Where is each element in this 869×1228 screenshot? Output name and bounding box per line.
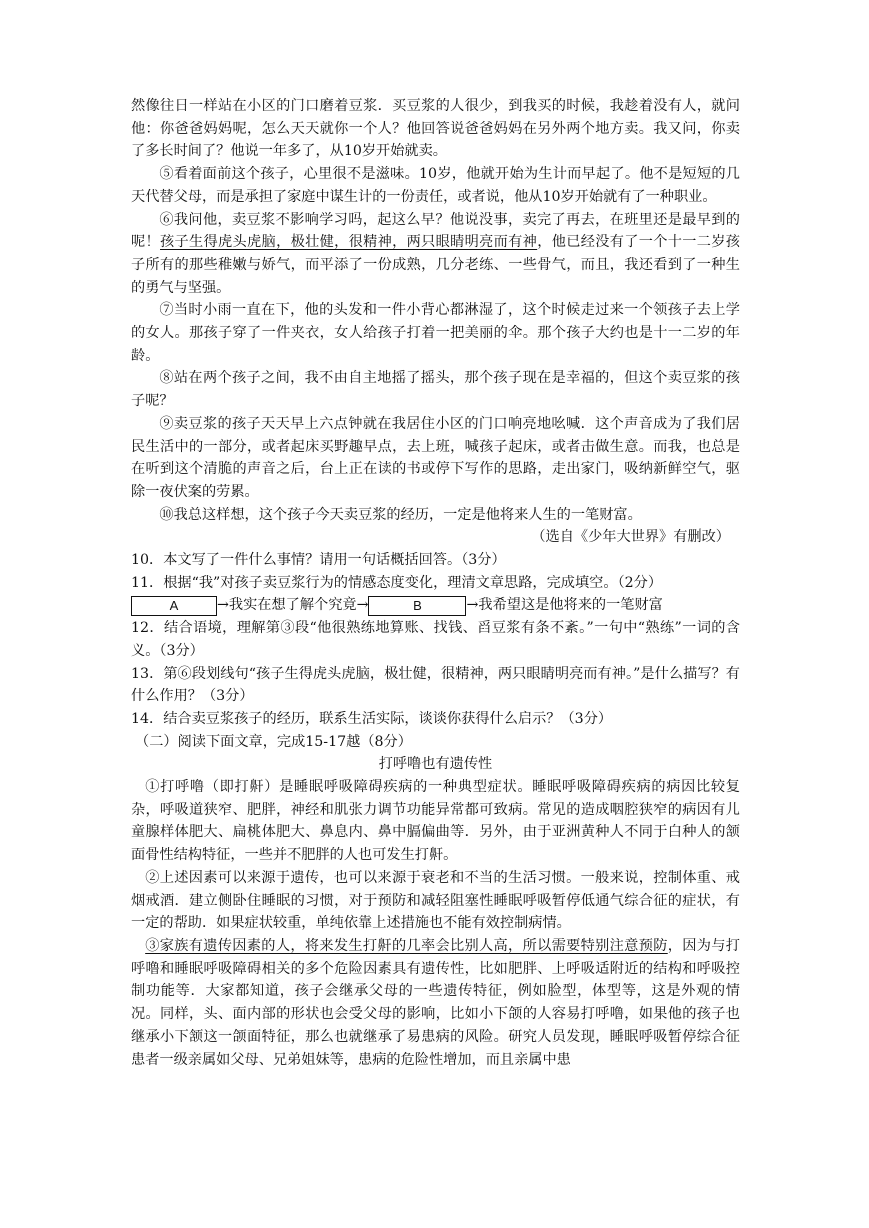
flow-arrow-icon: →	[356, 597, 369, 614]
question-11: 11．根据“我”对孩子卖豆浆行为的情感态度变化，理清文章思路，完成填空。（2分）	[131, 574, 663, 591]
passage-one-paragraph-7: ⑦当时小雨一直在下，他的头发和一件小背心都淋湿了，这个时候走过来一个领孩子去上学的女人。那孩子穿了一件夹衣，女人给孩子打着一把美丽的伞。那个孩子大约也是十一二岁的年龄。	[131, 302, 740, 364]
document-page	[131, 95, 740, 1071]
paragraph-3-text-after: ，因为与打呼噜和睡眠呼吸障碍相关的多个危险因素具有遗传性，比如肥胖、上呼吸适附近的结构和呼吸控制功能等．大家都知道，孩子会继承父母的一些遗传特征，例如脸型，体型等，这是外观的情况。同样，头、面内部的形状也会受父母的影响，比如小下颌的人容易打呼噜，如果他的孩子也继承小下颔这一颌面特征，那么也就继承了易患病的风险。研究人员发现，睡眠呼吸暂停综合征患者一级亲属如父母、兄弟姐妹等，患病的危险性增加，而且亲属中患	[131, 938, 740, 1068]
passage-one-paragraph-9: ⑨卖豆浆的孩子天天早上六点钟就在我居住小区的门口响亮地吆喊．这个声音成为了我们居民生活中的一部分，或者起床买野趣早点，去上班，喊孩子起床，或者击做生意。而我，也总是在听到这个清脆的声音之后，台上正在读的书或停下写作的思路，走出家门，吸纳新鲜空气，驱除一夜伏案的劳累。	[131, 415, 740, 500]
flow-step-text-2: 我希望这是他将来的一笔财富	[478, 597, 663, 614]
question-10: 10．本文写了一件什么事情？请用一句话概括回答。（3分）	[131, 552, 506, 569]
flow-blank-box-a[interactable]: A	[131, 596, 217, 616]
flow-arrow-icon: →	[217, 597, 229, 614]
question-14: 14．结合卖豆浆孩子的经历，联系生活实际，谈谈你获得什么启示？（3分）	[131, 710, 613, 727]
passage-two-title: 打呼噜也有遗传性	[378, 756, 493, 773]
question-11-flow-chart	[131, 594, 740, 617]
paragraph-6-text-before: ⑥我问他，卖豆浆不影响学习吗，起这么早？他说没事，卖完了再去，在班里还是最早到的呢！	[131, 211, 740, 251]
passage-two-paragraph-3	[131, 935, 740, 1071]
paragraph-6-text-after: ，他已经没有了一个十一二岁孩子所有的那些稚嫩与娇气，而平添了一份成熟，几分老练、一些骨气，而且，我还看到了一种生的勇气与坚强。	[131, 234, 740, 296]
passage-one-paragraph-6	[131, 209, 740, 300]
question-12: 12．结合语境，理解第③段“他很熟练地算账、找钱、舀豆浆有条不紊。”一句中“熟练”一词的含义。（3分）	[131, 620, 740, 659]
flow-blank-box-b[interactable]: B	[368, 596, 466, 616]
passage-two-paragraph-1: ①打呼噜（即打鼾）是睡眠呼吸障碍疾病的一种典型症状。睡眠呼吸障碍疾病的病因比较复杂，呼吸道狭窄、肥胖，神经和肌张力调节功能异常都可致病。常见的造成咽腔狭窄的病因有儿童腺样体肥大、扁桃体肥大、鼻息内、鼻中膈偏曲等．另外，由于亚洲黄种人不同于白种人的颔面骨性结构特征，一些并不肥胖的人也可发生打鼾。	[131, 779, 740, 864]
flow-arrow-icon: →	[466, 597, 479, 614]
passage-two-paragraph-2: ②上述因素可以来源于遗传，也可以来源于衰老和不当的生活习惯。一般来说，控制体重、戒烟戒酒．建立侧卧住睡眠的习惯，对于预防和减轻阻塞性睡眠呼吸暂停低通气综合征的症状，有一定的帮助．如果症状较重，单纯依靠上述措施也不能有效控制病情。	[131, 869, 740, 932]
question-13: 13．第⑥段划线句“孩子生得虎头虎脑，极壮健，很精神，两只眼睛明亮而有神。”是什么描写？有什么作用？（3分）	[131, 665, 740, 705]
passage-one-paragraph-continued: 然像往日一样站在小区的门口磨着豆浆．买豆浆的人很少，到我买的时候，我趁着没有人，就问他：你爸爸妈妈呢，怎么天天就你一个人？他回答说爸爸妈妈在另外两个地方卖。我又问，你卖了多长时间了？他说一年多了，从10岁开始就卖。	[131, 98, 740, 160]
section-two-heading: （二）阅读下面文章，完成15-17越（8分）	[135, 733, 412, 750]
passage-one-paragraph-10: ⑩我总这样想，这个孩子今天卖豆浆的经历，一定是他将来人生的一笔财富。	[159, 506, 642, 523]
passage-one-paragraph-5: ⑤看着面前这个孩子，心里很不是滋味。10岁，他就开始为生计而早起了。他不是短短的几天代替父母，而是承担了家庭中谋生计的一份责任，或者说，他从10岁开始就有了一种职业。	[131, 166, 740, 205]
flow-step-text-1: 我实在想了解个究竟	[228, 597, 357, 614]
passage-one-paragraph-8: ⑧站在两个孩子之间，我不由自主地摇了摇头，那个孩子现在是幸福的，但这个卖豆浆的孩子呢？	[131, 370, 740, 410]
paragraph-6-underlined-sentence: 孩子生得虎头虎脑，极壮健，很精神，两只眼睛明亮而有神	[160, 234, 538, 251]
paragraph-3-underlined-sentence: ③家族有遗传因素的人，将来发生打鼾的几率会比别人高，所以需要特别注意预防	[145, 938, 668, 954]
passage-one-source: （选自《少年大世界》有删改）	[531, 529, 730, 546]
